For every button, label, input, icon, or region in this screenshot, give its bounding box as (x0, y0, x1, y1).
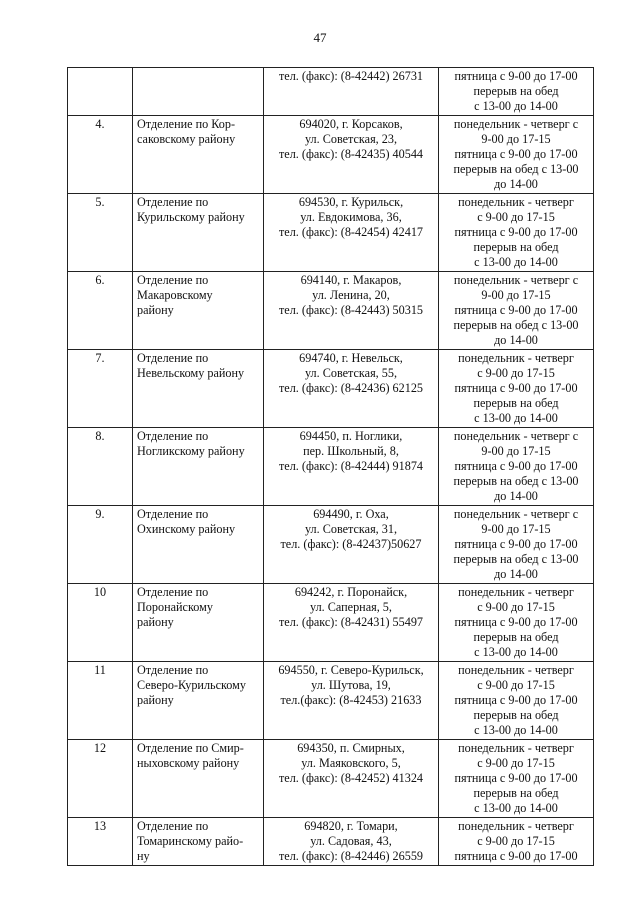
working-hours-line: до 14-00 (494, 567, 538, 581)
address-cell (264, 506, 439, 584)
working-hours-line: с 9-00 до 17-15 (477, 756, 555, 770)
working-hours-line: с 13-00 до 14-00 (474, 801, 558, 815)
working-hours-line: понедельник - четверг (458, 663, 574, 677)
address-line: тел. (факс): (8-42442) 26731 (278, 69, 424, 83)
working-hours-line: перерыв на обед (473, 708, 559, 722)
working-hours-line: перерыв на обед (473, 786, 559, 800)
address-line: тел. (факс): (8-42446) 26559 (278, 849, 424, 863)
working-hours-line: с 9-00 до 17-15 (477, 210, 555, 224)
working-hours-line: 9-00 до 17-15 (481, 444, 551, 458)
table-row (68, 740, 594, 818)
department-name-line: саковскому району (137, 132, 236, 146)
working-hours-line: пятница с 9-00 до 17-00 (454, 771, 578, 785)
working-hours-line: понедельник - четверг с (453, 273, 579, 287)
address-line: 694450, п. Ноглики, (299, 429, 403, 443)
working-hours-line: понедельник - четверг (458, 351, 574, 365)
department-name-line: району (137, 615, 174, 629)
address-line: тел. (факс): (8-42454) 42417 (278, 225, 424, 239)
working-hours-line: понедельник - четверг (458, 585, 574, 599)
table-row (68, 584, 594, 662)
department-name-cell (133, 272, 264, 350)
departments-table (67, 67, 594, 866)
address-cell (264, 272, 439, 350)
working-hours-line: перерыв на обед (473, 240, 559, 254)
department-name-line: Отделение по (137, 585, 209, 599)
working-hours-cell (439, 740, 594, 818)
address-line: ул. Советская, 55, (304, 366, 397, 380)
department-name-cell (133, 740, 264, 818)
department-name-line: району (137, 693, 174, 707)
working-hours-line: понедельник - четверг (458, 741, 574, 755)
working-hours-line: перерыв на обед (473, 84, 559, 98)
working-hours-cell (439, 272, 594, 350)
address-line: тел. (факс): (8-42444) 91874 (278, 459, 424, 473)
working-hours-line: до 14-00 (494, 177, 538, 191)
address-cell (264, 116, 439, 194)
department-name-line: Отделение по (137, 663, 209, 677)
row-number-cell: 6. (68, 272, 133, 350)
table-row (68, 68, 594, 116)
table-row (68, 272, 594, 350)
address-line: ул. Евдокимова, 36, (300, 210, 402, 224)
department-name-cell (133, 662, 264, 740)
working-hours-line: с 13-00 до 14-00 (474, 645, 558, 659)
address-cell (264, 662, 439, 740)
working-hours-line: пятница с 9-00 до 17-00 (454, 303, 578, 317)
working-hours-line: с 13-00 до 14-00 (474, 723, 558, 737)
address-cell (264, 428, 439, 506)
department-name-cell (133, 350, 264, 428)
working-hours-line: понедельник - четверг с (453, 117, 579, 131)
row-number-cell (68, 68, 133, 116)
working-hours-line: пятница с 9-00 до 17-00 (454, 693, 578, 707)
department-name-line: ныховскому району (137, 756, 240, 770)
department-name-line: Отделение по (137, 273, 209, 287)
row-number-cell: 13 (68, 818, 133, 866)
department-name-line: Невельскому району (137, 366, 245, 380)
row-number-cell: 11 (68, 662, 133, 740)
department-name-line: Отделение по (137, 195, 209, 209)
page-number: 47 (313, 30, 327, 45)
address-line: ул. Маяковского, 5, (301, 756, 401, 770)
address-line: тел. (факс): (8-42436) 62125 (278, 381, 424, 395)
working-hours-line: с 13-00 до 14-00 (474, 99, 558, 113)
address-line: 694242, г. Поронайск, (294, 585, 408, 599)
address-line: 694550, г. Северо-Курильск, (278, 663, 424, 677)
working-hours-line: понедельник - четверг (458, 195, 574, 209)
department-name-line: ну (137, 849, 150, 863)
working-hours-cell (439, 662, 594, 740)
working-hours-line: пятница с 9-00 до 17-00 (454, 615, 578, 629)
working-hours-line: 9-00 до 17-15 (481, 132, 551, 146)
department-name-cell (133, 68, 264, 116)
department-name-line: Курильскому району (137, 210, 245, 224)
working-hours-line: с 9-00 до 17-15 (477, 678, 555, 692)
department-name-cell (133, 116, 264, 194)
department-name-line: Охинскому району (137, 522, 236, 536)
department-name-line: Отделение по (137, 819, 209, 833)
department-name-line: Отделение по (137, 351, 209, 365)
department-name-line: Отделение по (137, 507, 209, 521)
address-cell (264, 350, 439, 428)
working-hours-line: пятница с 9-00 до 17-00 (454, 147, 578, 161)
department-name-cell (133, 584, 264, 662)
department-name-line: Северо-Курильскому (137, 678, 246, 692)
department-name-line: Томаринскому райо- (137, 834, 244, 848)
department-name-line: Макаровскому (137, 288, 213, 302)
address-line: 694350, п. Смирных, (297, 741, 405, 755)
address-cell (264, 818, 439, 866)
working-hours-cell (439, 350, 594, 428)
table-row (68, 116, 594, 194)
address-line: 694740, г. Невельск, (299, 351, 403, 365)
working-hours-line: пятница с 9-00 до 17-00 (454, 849, 578, 863)
row-number-cell: 12 (68, 740, 133, 818)
address-line: 694530, г. Курильск, (298, 195, 404, 209)
department-name-line: Ногликскому району (137, 444, 245, 458)
address-cell (264, 740, 439, 818)
row-number-cell: 9. (68, 506, 133, 584)
working-hours-line: понедельник - четверг (458, 819, 574, 833)
address-line: 694140, г. Макаров, (300, 273, 402, 287)
row-number-cell: 4. (68, 116, 133, 194)
address-line: тел. (факс): (8-42452) 41324 (278, 771, 424, 785)
working-hours-line: 9-00 до 17-15 (481, 288, 551, 302)
table-row (68, 194, 594, 272)
working-hours-line: перерыв на обед с 13-00 (453, 318, 579, 332)
working-hours-line: понедельник - четверг с (453, 507, 579, 521)
row-number-cell: 7. (68, 350, 133, 428)
working-hours-line: с 9-00 до 17-15 (477, 600, 555, 614)
working-hours-line: с 9-00 до 17-15 (477, 366, 555, 380)
working-hours-line: перерыв на обед с 13-00 (453, 162, 579, 176)
working-hours-cell (439, 194, 594, 272)
address-line: 694490, г. Оха, (313, 507, 389, 521)
department-name-line: району (137, 303, 174, 317)
address-cell (264, 68, 439, 116)
working-hours-line: пятница с 9-00 до 17-00 (454, 381, 578, 395)
department-name-line: Поронайскому (137, 600, 213, 614)
working-hours-line: перерыв на обед с 13-00 (453, 552, 579, 566)
working-hours-cell (439, 818, 594, 866)
address-line: пер. Школьный, 8, (303, 444, 399, 458)
working-hours-line: пятница с 9-00 до 17-00 (454, 69, 578, 83)
table-row (68, 662, 594, 740)
working-hours-line: пятница с 9-00 до 17-00 (454, 537, 578, 551)
working-hours-line: до 14-00 (494, 333, 538, 347)
working-hours-cell (439, 506, 594, 584)
working-hours-line: 9-00 до 17-15 (481, 522, 551, 536)
working-hours-line: перерыв на обед (473, 630, 559, 644)
address-line: тел. (факс): (8-42443) 50315 (278, 303, 424, 317)
department-name-cell (133, 818, 264, 866)
department-name-cell (133, 506, 264, 584)
table-row (68, 428, 594, 506)
working-hours-line: до 14-00 (494, 489, 538, 503)
address-line: 694020, г. Корсаков, (299, 117, 403, 131)
working-hours-line: понедельник - четверг с (453, 429, 579, 443)
row-number-cell: 8. (68, 428, 133, 506)
working-hours-line: перерыв на обед (473, 396, 559, 410)
address-line: ул. Советская, 31, (304, 522, 397, 536)
address-line: 694820, г. Томари, (304, 819, 398, 833)
working-hours-line: с 13-00 до 14-00 (474, 411, 558, 425)
row-number-cell: 10 (68, 584, 133, 662)
address-line: тел. (факс): (8-42431) 55497 (278, 615, 424, 629)
address-line: ул. Саперная, 5, (310, 600, 392, 614)
address-line: ул. Садовая, 43, (310, 834, 392, 848)
address-line: тел. (факс): (8-42437)50627 (280, 537, 422, 551)
department-name-line: Отделение по Смир- (137, 741, 244, 755)
table-row (68, 506, 594, 584)
address-line: тел.(факс): (8-42453) 21633 (280, 693, 422, 707)
address-line: ул. Советская, 23, (304, 132, 397, 146)
working-hours-line: с 13-00 до 14-00 (474, 255, 558, 269)
address-line: ул. Шутова, 19, (311, 678, 391, 692)
department-name-cell (133, 428, 264, 506)
address-cell (264, 194, 439, 272)
working-hours-cell (439, 68, 594, 116)
working-hours-line: с 9-00 до 17-15 (477, 834, 555, 848)
working-hours-line: пятница с 9-00 до 17-00 (454, 225, 578, 239)
row-number-cell: 5. (68, 194, 133, 272)
address-cell (264, 584, 439, 662)
table-row (68, 350, 594, 428)
working-hours-cell (439, 428, 594, 506)
department-name-cell (133, 194, 264, 272)
table-row (68, 818, 594, 866)
working-hours-cell (439, 116, 594, 194)
department-name-line: Отделение по (137, 429, 209, 443)
address-line: ул. Ленина, 20, (312, 288, 390, 302)
working-hours-cell (439, 584, 594, 662)
working-hours-line: перерыв на обед с 13-00 (453, 474, 579, 488)
working-hours-line: пятница с 9-00 до 17-00 (454, 459, 578, 473)
address-line: тел. (факс): (8-42435) 40544 (278, 147, 424, 161)
department-name-line: Отделение по Кор- (137, 117, 235, 131)
